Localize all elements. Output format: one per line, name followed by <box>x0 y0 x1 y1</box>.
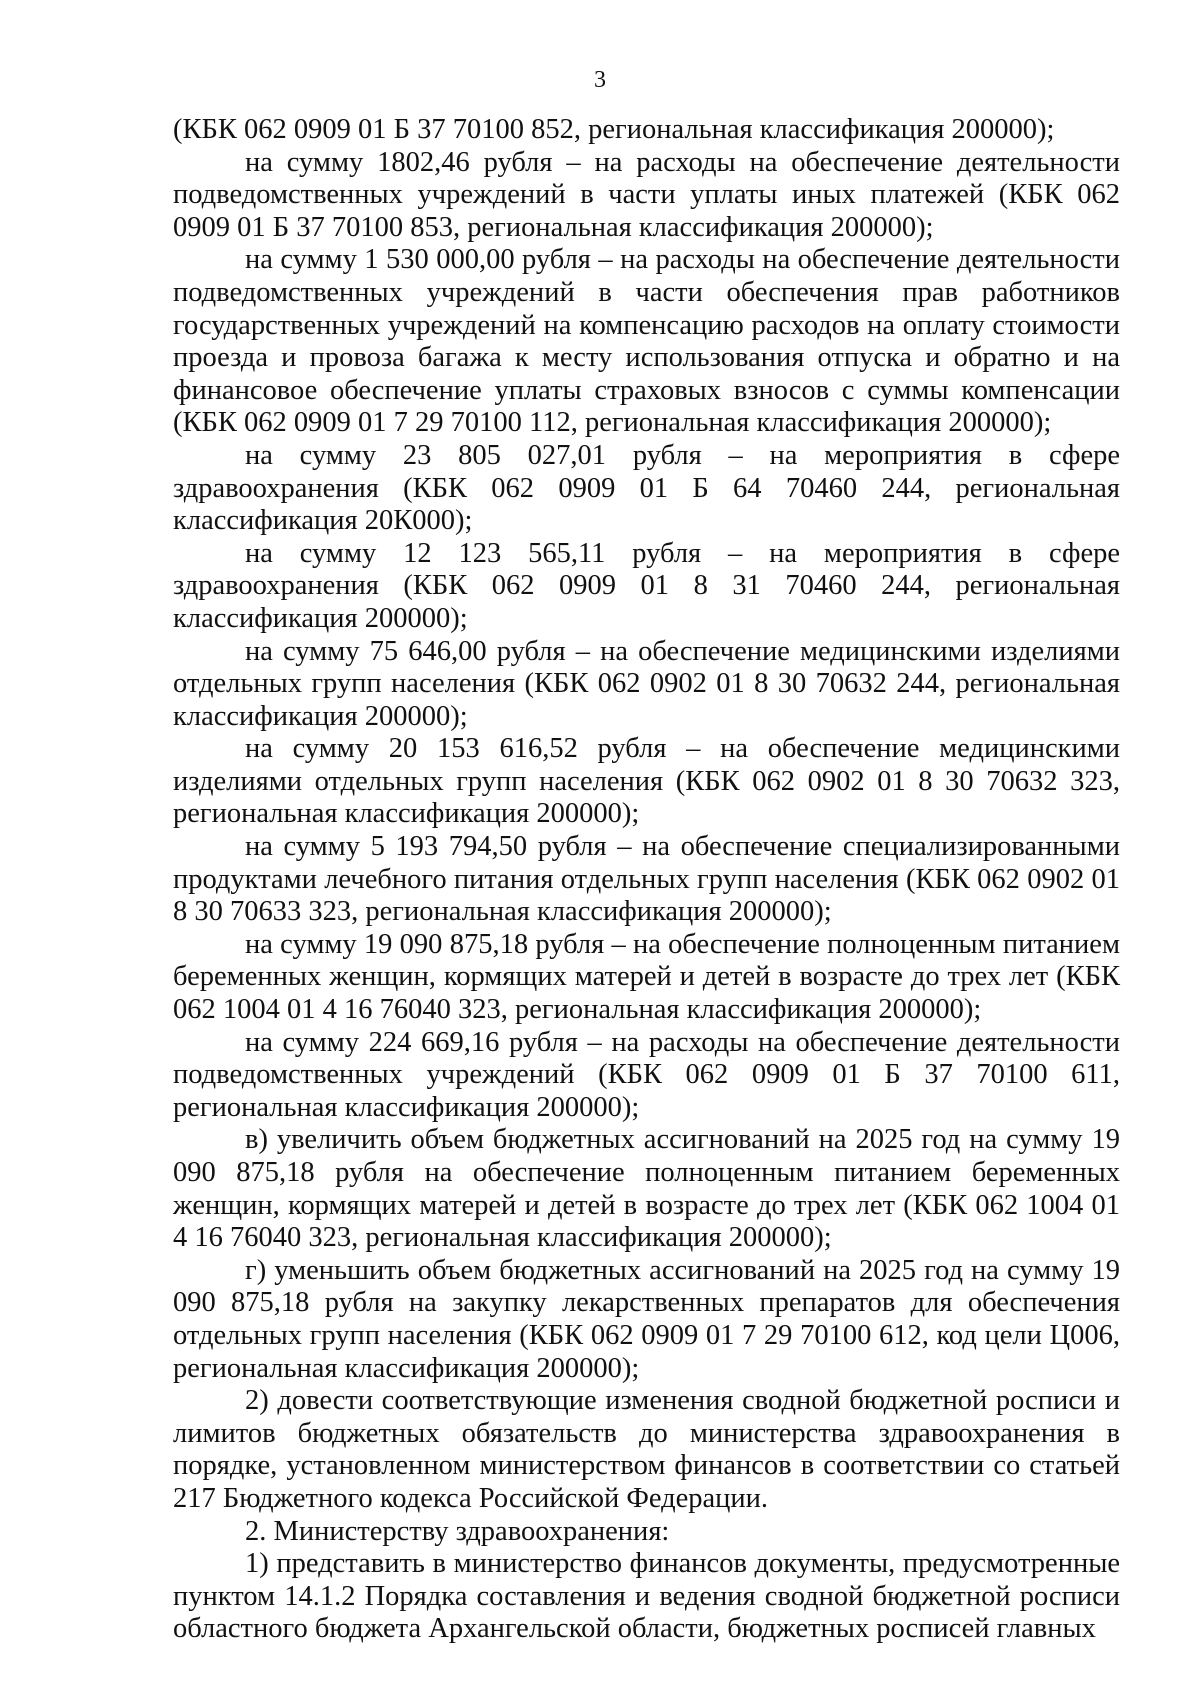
paragraph-amount-5193794: на сумму 5 193 794,50 рубля – на обеспечение специализированными продуктами лечебного питания отдельных групп населения (КБК 062 0902 01 8 30 70633 323, региональная классификация 200000); <box>173 831 1120 928</box>
paragraph-section-2-item-1: 1) представить в министерство финансов документы, предусмотренные пунктом 14.1.2 Порядка составления и ведения сводной бюджетной росписи областного бюджета Архангельской области, бюджетных росписей главных <box>173 1548 1120 1645</box>
paragraph-amount-23805027: на сумму 23 805 027,01 рубля – на мероприятия в сфере здравоохранения (КБК 062 0909 01 Б 64 70460 244, региональная классификация 20К000); <box>173 439 1120 537</box>
paragraph-amount-12123565: на сумму 12 123 565,11 рубля – на мероприятия в сфере здравоохранения (КБК 062 0909 01 8 31 70460 244, региональная классификация 200000); <box>173 537 1120 634</box>
paragraph-amount-224669: на сумму 224 669,16 рубля – на расходы на обеспечение деятельности подведомственных учреждений (КБК 062 0909 01 Б 37 70100 611, региональная классификация 200000); <box>173 1026 1120 1123</box>
paragraph-amount-19090875: на сумму 19 090 875,18 рубля – на обеспечение полноценным питанием беременных женщин, кормящих матерей и детей в возрасте до трех лет (КБК 062 1004 01 4 16 76040 323, региональная классификация 200000); <box>173 928 1120 1026</box>
paragraph-amount-1530000: на сумму 1 530 000,00 рубля – на расходы на обеспечение деятельности подведомственных учреждений в части обеспечения прав работников государственных учреждений на компенсацию расходов на оплату стоимости проезда и провоза багажа к месту использования отпуска и обратно и на финансовое обеспечение уплаты страховых взносов с суммы компенсации (КБК 062 0909 01 7 29 70100 112, региональная классификация 200000); <box>173 244 1120 439</box>
paragraph-kbk-852: (КБК 062 0909 01 Б 37 70100 852, региональная классификация 200000); <box>173 114 1055 145</box>
paragraph-section-2-heading: 2. Министерству здравоохранения: <box>245 1515 670 1547</box>
paragraph-item-v-increase: в) увеличить объем бюджетных ассигнований на 2025 год на сумму 19 090 875,18 рубля на обеспечение полноценным питанием беременных женщин, кормящих матерей и детей в возрасте до трех лет (КБК 062 1004 01 4 16 76040 323, региональная классификация 200000); <box>173 1124 1120 1254</box>
page-number: 3 <box>594 67 606 93</box>
paragraph-amount-1802: на сумму 1802,46 рубля – на расходы на обеспечение деятельности подведомственных учреждений в части уплаты иных платежей (КБК 062 0909 01 Б 37 70100 853, региональная классификация 200000); <box>173 146 1120 243</box>
paragraph-amount-20153616: на сумму 20 153 616,52 рубля – на обеспечение медицинскими изделиями отдельных групп населения (КБК 062 0902 01 8 30 70632 323, региональная классификация 200000); <box>173 733 1120 830</box>
paragraph-item-g-decrease: г) уменьшить объем бюджетных ассигнований на 2025 год на сумму 19 090 875,18 рубля на закупку лекарственных препаратов для обеспечения отдельных групп населения (КБК 062 0909 01 7 29 70100 612, код цели Ц006, региональная классификация 200000); <box>173 1254 1120 1384</box>
paragraph-amount-75646: на сумму 75 646,00 рубля – на обеспечение медицинскими изделиями отдельных групп населения (КБК 062 0902 01 8 30 70632 244, региональная классификация 200000); <box>173 635 1120 732</box>
document-body <box>173 114 1120 1646</box>
paragraph-item-2-bring-changes: 2) довести соответствующие изменения сводной бюджетной росписи и лимитов бюджетных обязательств до министерства здравоохранения в порядке, установленном министерством финансов в соответствии со статьей 217 Бюджетного кодекса Российской Федерации. <box>173 1385 1120 1514</box>
